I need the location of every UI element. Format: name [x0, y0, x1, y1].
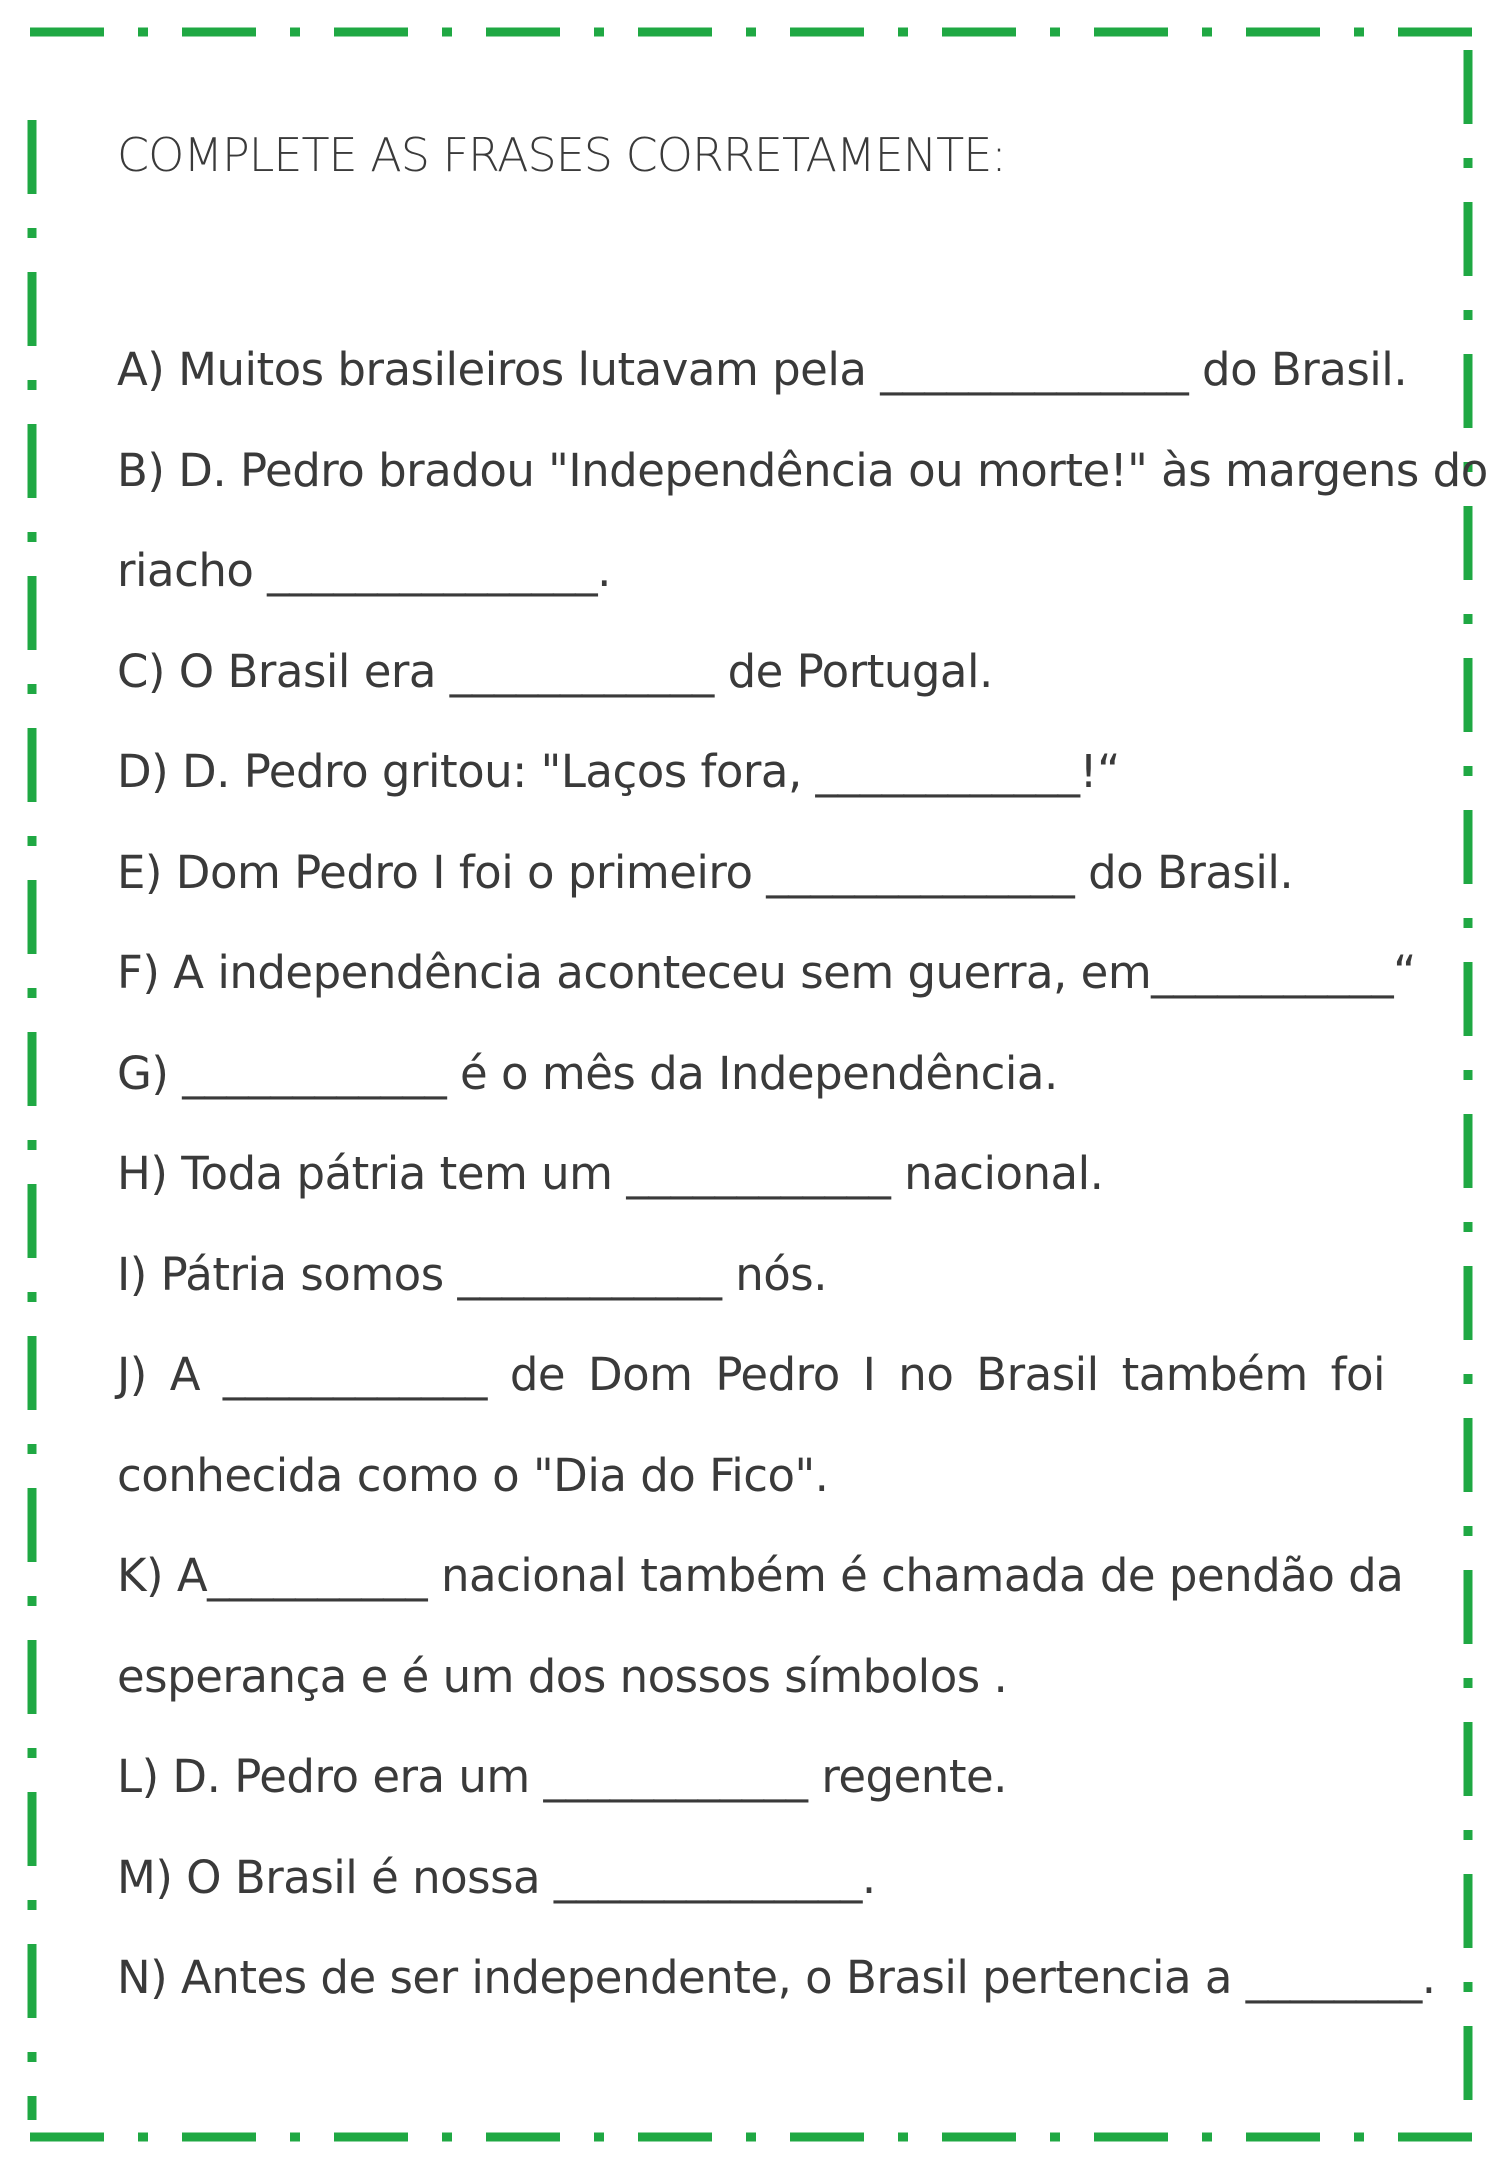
- question-line: D) D. Pedro gritou: "Laços fora, ____________!“: [117, 745, 1120, 798]
- question-e: [117, 823, 1385, 924]
- question-line: B) D. Pedro bradou "Independência ou morte!" às margens do: [117, 443, 1488, 497]
- question-line: conhecida como o "Dia do Fico".: [117, 1448, 829, 1502]
- question-a: [117, 320, 1408, 421]
- question-c: [117, 622, 1385, 723]
- question-line: riacho _______________.: [117, 544, 611, 597]
- question-f: [117, 923, 1416, 1024]
- question-line: esperança e é um dos nossos símbolos .: [117, 1649, 1008, 1703]
- question-line: H) Toda pátria tem um ____________ nacional.: [117, 1147, 1104, 1200]
- question-line: N) Antes de ser independente, o Brasil pertencia a ________.: [117, 1951, 1436, 2004]
- question-list: [117, 320, 1488, 2029]
- question-i: [117, 1225, 1385, 1326]
- question-line: E) Dom Pedro I foi o primeiro ______________ do Brasil.: [117, 845, 1294, 899]
- question-j: [117, 1325, 1385, 1526]
- question-line: K) A__________ nacional também é chamada de pendão da: [117, 1549, 1404, 1602]
- question-line: J) A ____________ de Dom Pedro I no Brasil também foi: [117, 1348, 1385, 1401]
- question-m: [117, 1828, 1385, 1929]
- question-line: G) ____________ é o mês da Independência.: [117, 1046, 1058, 1100]
- question-line: C) O Brasil era ____________ de Portugal.: [117, 644, 993, 698]
- question-k: [117, 1526, 1404, 1727]
- question-line: L) D. Pedro era um ____________ regente.: [117, 1750, 1007, 1803]
- question-l: [117, 1727, 1385, 1828]
- question-line: M) O Brasil é nossa ______________.: [117, 1850, 876, 1904]
- question-n: [117, 1928, 1436, 2029]
- page-title: COMPLETE AS FRASES CORRETAMENTE:: [117, 128, 1006, 182]
- question-line: F) A independência aconteceu sem guerra, em___________“: [117, 946, 1416, 999]
- question-g: [117, 1024, 1385, 1125]
- question-d: [117, 722, 1385, 823]
- question-h: [117, 1124, 1385, 1225]
- question-line: A) Muitos brasileiros lutavam pela ______________ do Brasil.: [117, 343, 1408, 396]
- question-b: [117, 421, 1488, 622]
- question-line: I) Pátria somos ____________ nós.: [117, 1247, 828, 1301]
- worksheet: [117, 120, 1488, 2029]
